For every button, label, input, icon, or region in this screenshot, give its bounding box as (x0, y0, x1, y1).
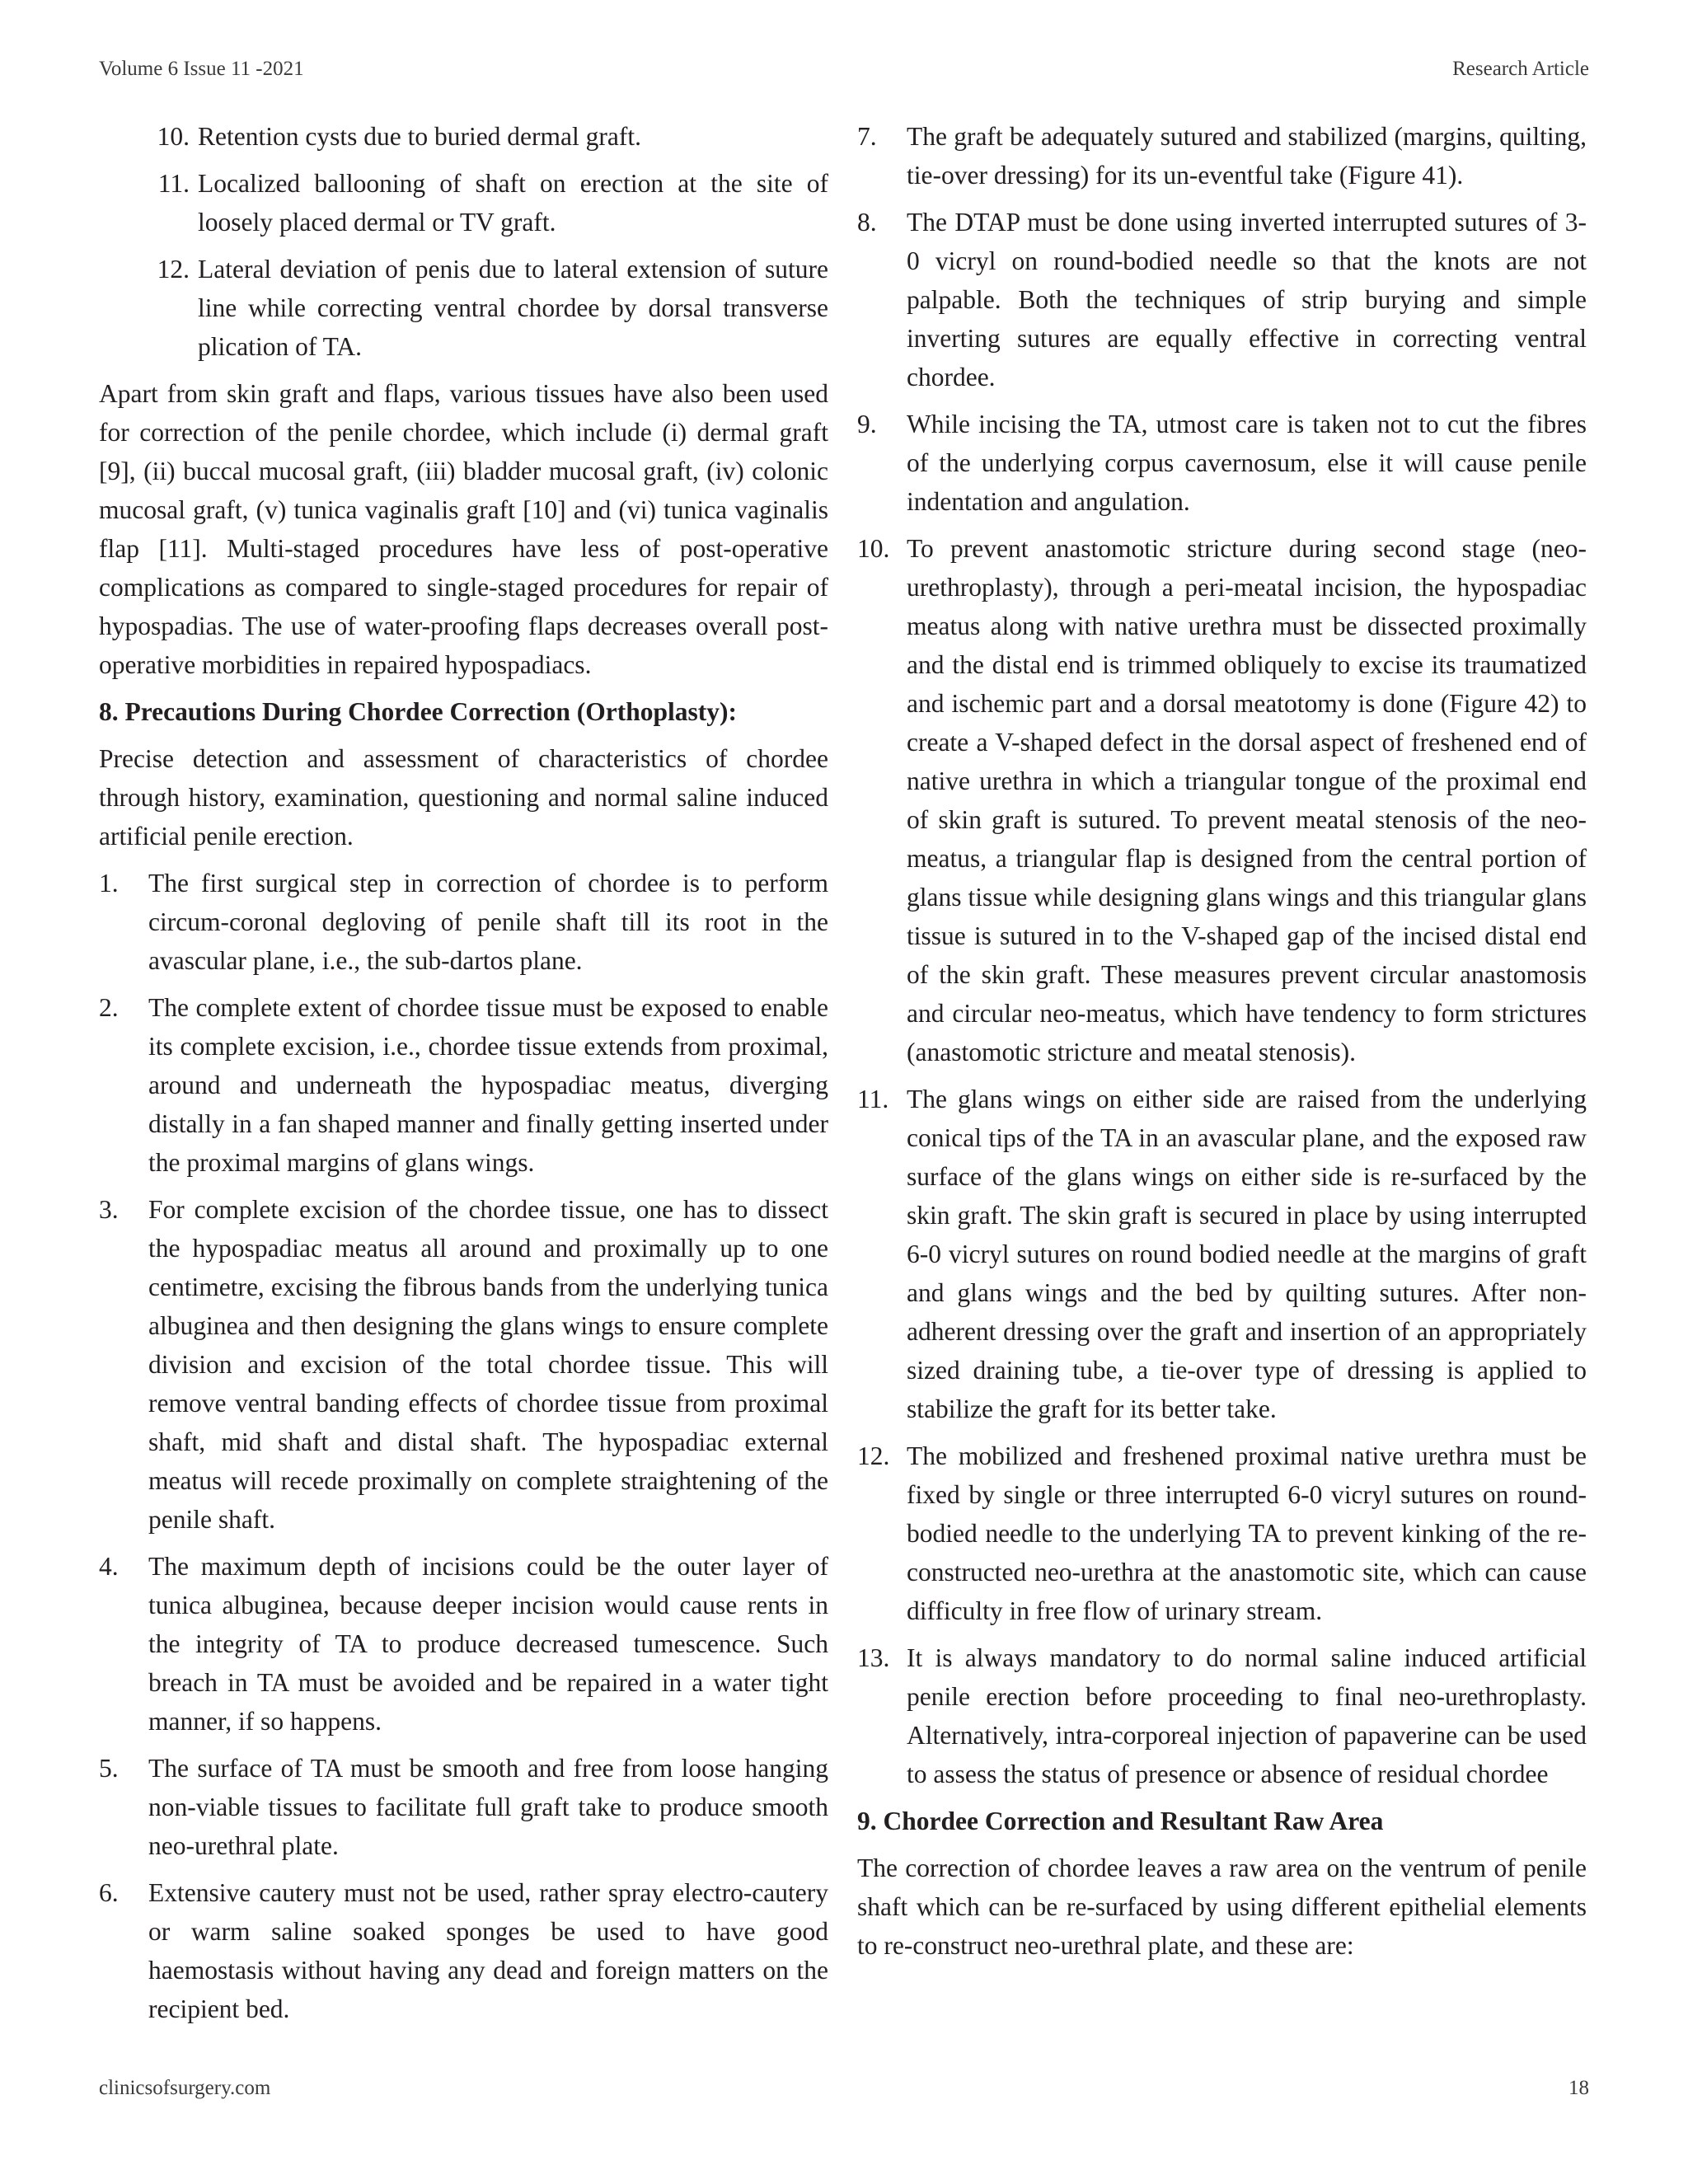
list-item-text: Localized ballooning of shaft on erection at the site of loosely placed dermal or TV graft. (198, 169, 828, 237)
list-item-number: 10. (857, 534, 890, 563)
list-item-number: 12. (157, 255, 190, 284)
list-item (857, 117, 1587, 194)
list-item (857, 405, 1587, 521)
precautions-list-continued (857, 117, 1587, 1793)
list-item (99, 1190, 828, 1539)
list-item-text: While incising the TA, utmost care is taken not to cut the fibres of the underlying corpus cavernosum, else it will cause penile indentation and angulation. (907, 410, 1587, 516)
body-paragraph: The correction of chordee leaves a raw area on the ventrum of penile shaft which can be re-surfaced by using different epithelial elements to re-construct neo-urethral plate, and these are: (857, 1854, 1587, 1960)
list-item (99, 164, 828, 241)
right-column (857, 117, 1587, 1973)
list-item-text: Lateral deviation of penis due to lateral extension of suture line while correcting ventral chordee by dorsal transverse plication of TA. (198, 255, 828, 361)
list-item (99, 988, 828, 1182)
list-item-number: 6. (99, 1878, 119, 1907)
list-item-text: Retention cysts due to buried dermal graft. (198, 122, 641, 151)
list-item-number: 7. (857, 122, 877, 151)
list-item-number: 2. (99, 993, 119, 1022)
list-item (857, 203, 1587, 396)
footer-website: clinicsofsurgery.com (99, 2077, 271, 2099)
list-item-number: 13. (857, 1643, 890, 1672)
section-heading-8: 8. Precautions During Chordee Correction (Orthoplasty): (99, 697, 737, 726)
list-item-text: The mobilized and freshened proximal native urethra must be fixed by single or three interrupted 6-0 vicryl sutures on round-bodied needle to the underlying TA to prevent kinking of the re-constructed neo-urethra at the anastomotic site, which can cause difficulty in free flow of urinary stream. (907, 1441, 1587, 1625)
list-item-number: 10. (157, 122, 190, 151)
list-item-text: The surface of TA must be smooth and free from loose hanging non-viable tissues to facilitate full graft take to produce smooth neo-urethral plate. (148, 1754, 828, 1860)
list-item-text: The complete extent of chordee tissue must be exposed to enable its complete excision, i.e., chordee tissue extends from proximal, around and underneath the hypospadiac meatus, diverging distally in a fan shaped manner and finally getting inserted under the proximal margins of glans wings. (148, 993, 828, 1177)
running-header-article-type: Research Article (1452, 58, 1589, 80)
list-item-number: 12. (857, 1441, 890, 1470)
body-paragraph: Precise detection and assessment of characteristics of chordee through history, examination, questioning and normal saline induced artificial penile erection. (99, 744, 828, 851)
list-item-text: The first surgical step in correction of chordee is to perform circum-coronal degloving of penile shaft till its root in the avascular plane, i.e., the sub-dartos plane. (148, 869, 828, 975)
precautions-list (99, 864, 828, 2028)
list-item (857, 1638, 1587, 1793)
list-item (99, 1547, 828, 1741)
complications-list-continued (99, 117, 828, 366)
list-item-number: 11. (157, 169, 190, 198)
list-item-text: The maximum depth of incisions could be the outer layer of tunica albuginea, because deeper incision would cause rents in the integrity of TA to produce decreased tumescence. Such breach in TA must be avoided and be repaired in a water tight manner, if so happens. (148, 1552, 828, 1736)
list-item (99, 1873, 828, 2028)
list-item-number: 9. (857, 410, 877, 438)
list-item (99, 864, 828, 980)
list-item (857, 1436, 1587, 1630)
list-item-text: The DTAP must be done using inverted interrupted sutures of 3-0 vicryl on round-bodied needle so that the knots are not palpable. Both the techniques of strip burying and simple inverting sutures are equally effective in correcting ventral chordee. (907, 208, 1587, 391)
list-item (99, 117, 828, 156)
list-item-text: To prevent anastomotic stricture during second stage (neo-urethroplasty), through a peri-meatal incision, the hypospadiac meatus along with native urethra must be dissected proximally and the distal end is trimmed obliquely to excise its traumatized and ischemic part and a dorsal meatotomy is done (Figure 42) to create a V-shaped defect in the dorsal aspect of freshened end of native urethra in which a triangular tongue of the proximal end of skin graft is sutured. To prevent meatal stenosis of the neo-meatus, a triangular flap is designed from the central portion of glans tissue while designing glans wings and this triangular glans tissue is sutured in to the V-shaped gap of the incised distal end of the skin graft. These measures prevent circular anastomosis and circular neo-meatus, which have tendency to form strictures (anastomotic stricture and meatal stenosis). (907, 534, 1587, 1066)
list-item-number: 5. (99, 1754, 119, 1783)
body-paragraph: Apart from skin graft and flaps, various tissues have also been used for correction of the penile chordee, which include (i) dermal graft [9], (ii) buccal mucosal graft, (iii) bladder mucosal graft, (iv) colonic mucosal graft, (v) tunica vaginalis graft [10] and (vi) tunica vaginalis flap [11]. Multi-staged procedures have less of post-operative complications as compared to single-staged procedures for repair of hypospadias. The use of water-proofing flaps decreases overall post-operative morbidities in repaired hypospadiacs. (99, 379, 828, 679)
list-item (857, 529, 1587, 1071)
list-item-text: Extensive cautery must not be used, rather spray electro-cautery or warm saline soaked sponges be used to have good haemostasis without having any dead and foreign matters on the recipient bed. (148, 1878, 828, 2023)
section-heading-9: 9. Chordee Correction and Resultant Raw Area (857, 1807, 1384, 1835)
list-item-number: 1. (99, 869, 119, 898)
left-column (99, 117, 828, 2036)
list-item-number: 8. (857, 208, 877, 237)
list-item-text: It is always mandatory to do normal saline induced artificial penile erection before proceeding to final neo-urethroplasty. Alternatively, intra-corporeal injection of papaverine can be used to assess the status of presence or absence of residual chordee (907, 1643, 1587, 1788)
list-item (99, 1749, 828, 1865)
list-item-number: 3. (99, 1195, 119, 1224)
list-item (857, 1080, 1587, 1428)
list-item-text: For complete excision of the chordee tissue, one has to dissect the hypospadiac meatus all around and proximally up to one centimetre, excising the fibrous bands from the underlying tunica albuginea and then designing the glans wings to ensure complete division and excision of the total chordee tissue. This will remove ventral banding effects of chordee tissue from proximal shaft, mid shaft and distal shaft. The hypospadiac external meatus will recede proximally on complete straightening of the penile shaft. (148, 1195, 828, 1534)
page-number: 18 (1568, 2077, 1589, 2099)
list-item-text: The graft be adequately sutured and stabilized (margins, quilting, tie-over dressing) for its un-eventful take (Figure 41). (907, 122, 1587, 190)
list-item-number: 4. (99, 1552, 119, 1581)
running-header-volume: Volume 6 Issue 11 -2021 (99, 58, 304, 80)
list-item-text: The glans wings on either side are raised from the underlying conical tips of the TA in an avascular plane, and the exposed raw surface of the glans wings on either side is re-surfaced by the skin graft. The skin graft is secured in place by using interrupted 6-0 vicryl sutures on round bodied needle at the margins of graft and glans wings and the bed by quilting sutures. After non-adherent dressing over the graft and insertion of an appropriately sized draining tube, a tie-over type of dressing is applied to stabilize the graft for its better take. (907, 1085, 1587, 1423)
list-item-number: 11. (857, 1085, 889, 1113)
list-item (99, 250, 828, 366)
